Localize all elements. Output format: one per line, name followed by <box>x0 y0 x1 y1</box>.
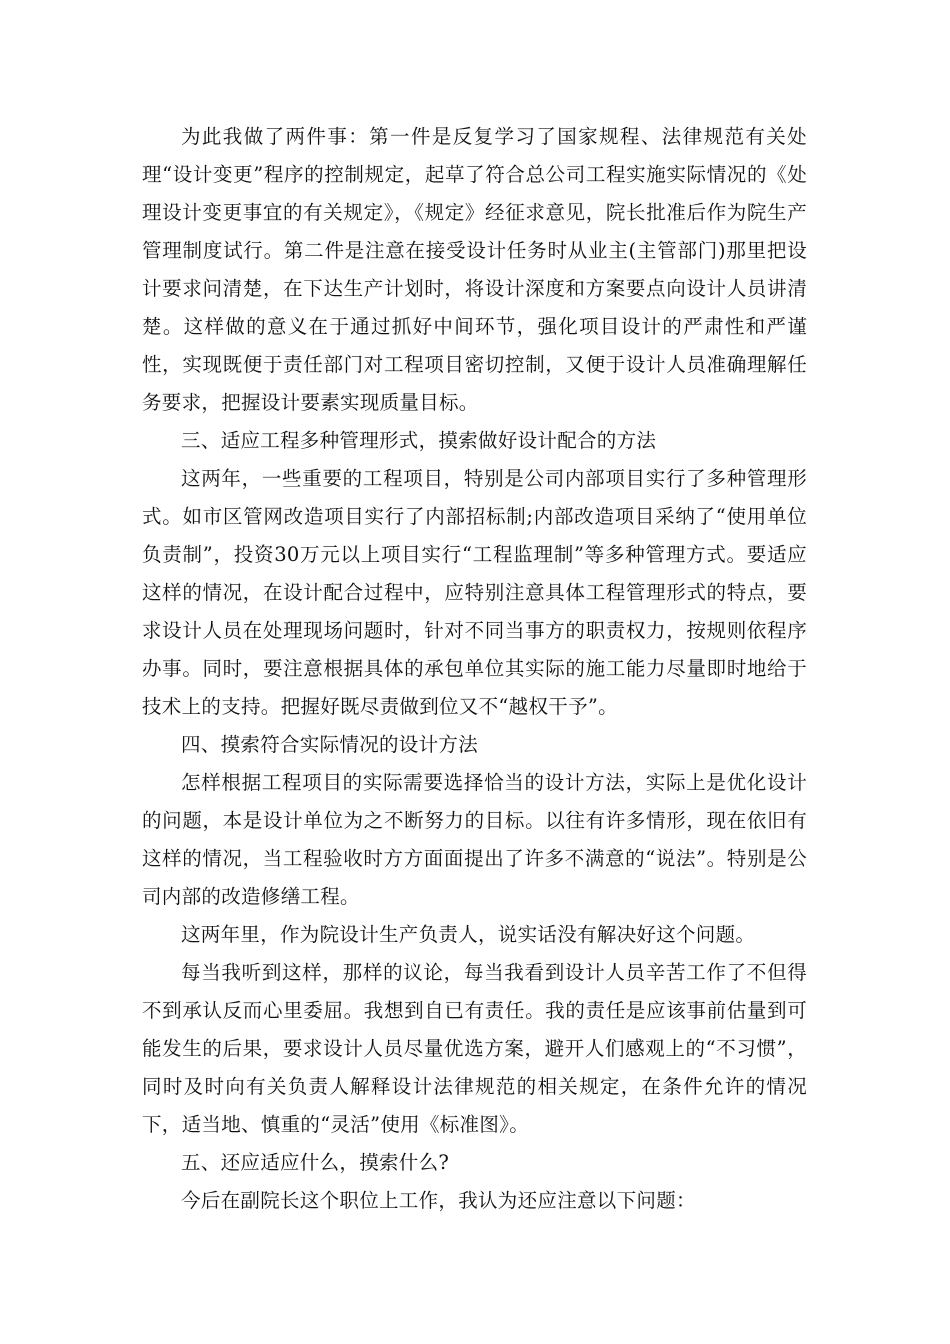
paragraph-design-methods: 怎样根据工程项目的实际需要选择恰当的设计方法，实际上是优化设计的问题，本是设计单位为之不断努力的目标。以往有许多情形，现在依旧有这样的情况，当工程验收时方方面面提出了许多不满意的“说法”。特别是公司内部的改造修缮工程。 <box>142 771 807 908</box>
paragraph-management-forms: 这两年，一些重要的工程项目，特别是公司内部项目实行了多种管理形式。如市区管网改造项目实行了内部招标制;内部改造项目采纳了“使用单位负责制”，投资30万元以上项目实行“工程监理制”等多种管理方式。要适应这样的情况，在设计配合过程中，应特别注意具体工程管理形式的特点，要求设计人员在处理现场问题时，针对不同当事方的职责权力，按规则依程序办事。同时，要注意根据具体的承包单位其实际的施工能力尽量即时地给于技术上的支持。把握好既尽责做到位又不“越权干予”。 <box>142 467 807 718</box>
section-heading-5: 五、还应适应什么，摸索什么? <box>181 1151 450 1174</box>
paragraph-responsibility: 每当我听到这样，那样的议论，每当我看到设计人员辛苦工作了不但得不到承认反而心里委屈。我想到自已有责任。我的责任是应该事前估量到可能发生的后果，要求设计人员尽量优选方案，避开人们感观上的“不习惯”，同时及时向有关负责人解释设计法律规范的相关规定，在条件允许的情况下，适当地、慎重的“灵活”使用《标准图》。 <box>142 961 807 1136</box>
paragraph-unsolved-problem: 这两年里，作为院设计生产负责人，说实话没有解决好这个问题。 <box>181 923 756 946</box>
section-heading-3: 三、适应工程多种管理形式，摸索做好设计配合的方法 <box>181 429 657 452</box>
document-body <box>142 118 807 1220</box>
paragraph-future-issues: 今后在副院长这个职位上工作，我认为还应注意以下问题： <box>181 1189 696 1212</box>
paragraph-design-change-measures: 为此我做了两件事：第一件是反复学习了国家规程、法律规范有关处理“设计变更”程序的控制规定，起草了符合总公司工程实施实际情况的《处理设计变更事宜的有关规定》，《规定》经征求意见，院长批准后作为院生产管理制度试行。第二件是注意在接受设计任务时从业主(主管部门)那里把设计要求问清楚，在下达生产计划时，将设计深度和方案要点向设计人员讲清楚。这样做的意义在于通过抓好中间环节，强化项目设计的严肃性和严谨性，实现既便于责任部门对工程项目密切控制，又便于设计人员准确理解任务要求，把握设计要素实现质量目标。 <box>142 125 807 414</box>
section-heading-4: 四、摸索符合实际情况的设计方法 <box>181 733 479 756</box>
